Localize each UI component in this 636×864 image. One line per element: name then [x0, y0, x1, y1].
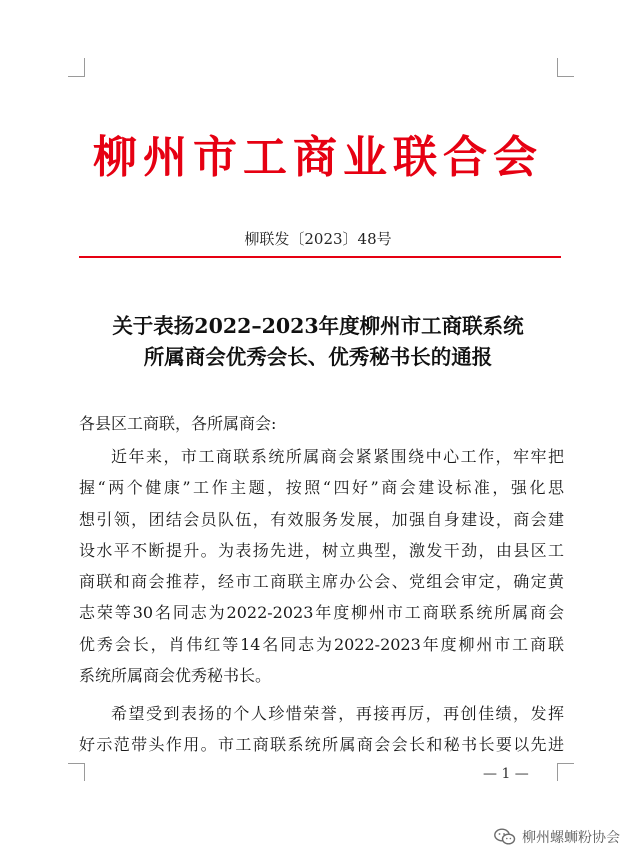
notice-title-line: 所属商会优秀会长、优秀秘书长的通报	[143, 345, 493, 369]
notice-title-line: 关于表扬2022–2023年度柳州市工商联系统	[112, 314, 524, 338]
notice-title	[60, 311, 576, 373]
wechat-icon	[494, 828, 516, 846]
crop-mark-top-right-v	[557, 58, 558, 76]
crop-mark-bottom-left-v	[84, 763, 85, 781]
paragraph-line: 优秀会长，肖伟红等14名同志为2022-2023年度柳州市工商联	[79, 634, 564, 654]
body-paragraph-2	[79, 698, 564, 761]
page-number: — 1 —	[483, 766, 529, 782]
red-divider-line	[79, 256, 561, 258]
paragraph-line: 希望受到表扬的个人珍惜荣誉，再接再厉，再创佳绩，发挥	[111, 704, 564, 723]
crop-mark-bottom-right-v	[557, 763, 558, 781]
source-watermark	[494, 827, 620, 847]
paragraph-line: 握“两个健康”工作主题，按照“四好”商会建设标准，强化思	[79, 478, 564, 498]
crop-mark-bottom-left-h	[68, 763, 85, 764]
paragraph-line: 设水平不断提升。为表扬先进，树立典型，激发干劲，由县区工	[79, 540, 564, 560]
watermark-text: 柳州螺蛳粉协会	[522, 830, 620, 846]
crop-mark-top-left-h	[68, 76, 85, 77]
document-number: 柳联发〔2023〕48号	[244, 230, 392, 248]
paragraph-line: 商联和商会推荐，经市工商联主席办公会、党组会审定，确定黄	[79, 572, 564, 592]
body-paragraph-1	[79, 441, 564, 691]
paragraph-line: 想引领，团结会员队伍，有效服务发展，加强自身建设，商会建	[79, 509, 564, 529]
paragraph-line: 志荣等30名同志为2022-2023年度柳州市工商联系统所属商会	[79, 603, 564, 623]
addressee-line: 各县区工商联，各所属商会:	[79, 414, 277, 433]
organization-header: 柳州市工商业联合会	[93, 132, 543, 183]
paragraph-line: 好示范带头作用。市工商联系统所属商会会长和秘书长要以先进	[79, 735, 564, 755]
paragraph-line: 系统所属商会优秀秘书长。	[79, 666, 272, 686]
crop-mark-bottom-right-h	[557, 763, 574, 764]
crop-mark-top-right-h	[557, 76, 574, 77]
crop-mark-top-left-v	[84, 58, 85, 76]
paragraph-line: 近年来，市工商联系统所属商会紧紧围绕中心工作，牢牢把	[111, 447, 564, 466]
